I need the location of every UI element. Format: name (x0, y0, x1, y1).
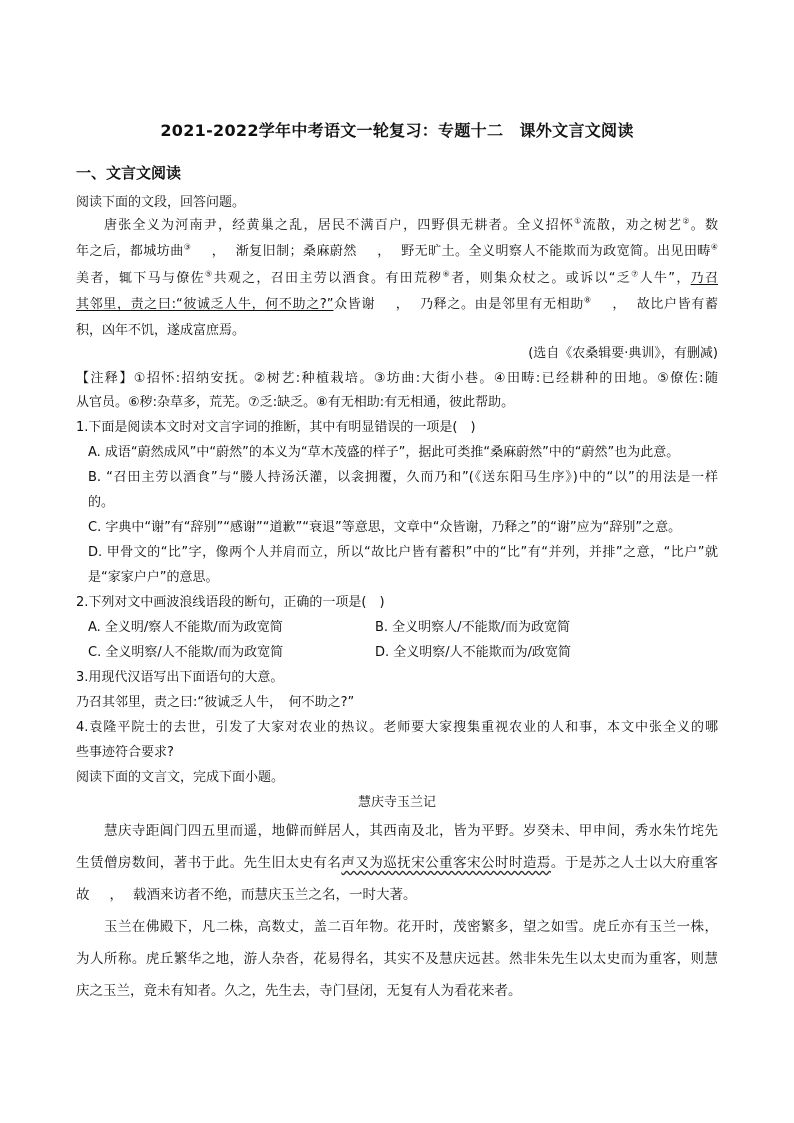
passage2-title: 慧庆寺玉兰记 (357, 795, 436, 810)
question-1-option-b-line-1: B. “召田主劳以酒食”与“媵人持汤沃灌，以衾拥覆，久而乃和”(《送东阳马生序》)中的“以”的用法是一样 (88, 470, 718, 485)
section-heading: 一、文言文阅读 (76, 164, 182, 182)
question-1-option-a: A. 成语“蔚然成风”中“蔚然”的本义为“草木茂盛的样子”，据此可类推“桑麻蔚然”中的“蔚然”也为此意。 (88, 445, 680, 460)
passage1-line-1: 唐张全义为河南尹，经黄巢之乱，居民不满百户，四野俱无耕者。全义招怀①流散，劝之树艺②。数 (104, 216, 718, 233)
wavy-underlined-segment: 声又为巡抚宋公重客宋公时时造焉 (341, 855, 551, 871)
passage1-line-4: 其邻里，责之曰:“彼诚乏人牛，何不助之?”众皆谢 ， 乃释之。由是邻里有无相助⑧ ， 故比户皆有蓄 (76, 295, 718, 312)
question-2-option-c: C. 全义明察/人不能欺/而为政宽简 (88, 645, 284, 660)
document-title: 2021-2022学年中考语文一轮复习：专题十二 课外文言文阅读 (160, 121, 634, 140)
passage1-line-3: 美者，辄下马与僚佐⑤共观之，召田主劳以酒食。有田荒秽⑥者，则集众杖之。或诉以“乏⑦人牛”，乃召 (76, 269, 718, 286)
passage1-notes-line-2: 从官员。⑥秽:杂草多，荒芜。⑦乏:缺乏。⑧有无相助:有无相通，彼此帮助。 (76, 395, 515, 410)
question-2-option-b: B. 全义明察人/不能欺/而为政宽简 (375, 620, 570, 635)
underlined-sentence: 其邻里，责之曰:“彼诚乏人牛，何不助之?” (76, 297, 334, 312)
passage2-line-5: 为人所称。虎丘繁华之地，游人杂沓，花易得名，其实不及慧庆远甚。然非朱先生以太史而为重客，则慧 (76, 951, 718, 967)
question-1-option-d-line-2: 是“家家户户”的意思。 (88, 570, 219, 585)
question-1-option-c: C. 字典中“谢”有“辞别”“感谢”“道歉”“衰退”等意思，文章中“众皆谢，乃释之”的“谢”应为“辞别”之意。 (88, 520, 682, 535)
passage2-line-1: 慧庆寺距阊门四五里而遥，地僻而鲜居人，其西南及北，皆为平野。岁癸未、甲申间，秀水朱竹垞先 (104, 823, 718, 839)
passage2-intro: 阅读下面的文言文，完成下面小题。 (76, 770, 285, 785)
passage2-line-2: 生赁僧房数间，著书于此。先生旧太史有名声又为巡抚宋公重客宋公时时造焉。于是苏之人士以大府重客 (76, 855, 719, 871)
passage2-line-4: 玉兰在佛殿下，凡二株，高数丈，盖二百年物。花开时，茂密繁多，望之如雪。虎丘亦有玉兰一株， (104, 919, 718, 935)
passage1-source: (选自《农桑辑要·典训》，有删减) (528, 346, 718, 361)
question-3-stem: 3.用现代汉语写出下面语句的大意。 (76, 670, 284, 685)
question-2-stem: 2.下列对文中画波浪线语段的断句，正确的一项是( ) (76, 595, 385, 610)
passage1-notes-line-1: 【注释】①招怀:招纳安抚。②树艺:种植栽培。③坊曲:大街小巷。④田畴:已经耕种的田地。⑤僚佐:随 (76, 371, 718, 386)
passage1-line-5: 积，凶年不饥，遂成富庶焉。 (76, 323, 246, 338)
question-4-line-1: 4.袁隆平院士的去世，引发了大家对农业的热议。老师要大家搜集重视农业的人和事，本文中张全义的哪 (76, 720, 718, 735)
passage2-line-6: 庆之玉兰，竟未有知者。久之，先生去，寺门昼闭，无复有人为看花来者。 (76, 983, 522, 999)
question-2-option-d: D. 全义明察/人不能欺而为/政宽简 (375, 645, 572, 660)
passage2-line-3: 故 ， 载酒来访者不绝，而慧庆玉兰之名，一时大著。 (76, 887, 417, 903)
passage1-line-2: 年之后，都城坊曲③ ， 渐复旧制；桑麻蔚然 ， 野无旷土。全义明察人不能欺而为政宽简。出见田畴④ (76, 242, 718, 259)
question-1-option-b-line-2: 的。 (88, 495, 115, 510)
passage1-intro: 阅读下面的文段，回答问题。 (76, 195, 246, 210)
question-2-option-a: A. 全义明/察人不能欺/而为政宽简 (88, 620, 283, 635)
question-1-stem: 1.下面是阅读本文时对文言字词的推断，其中有明显错误的一项是( ) (76, 420, 476, 435)
question-4-line-2: 些事迹符合要求? (76, 745, 174, 760)
underlined-sentence: 乃召 (690, 271, 718, 286)
question-1-option-d-line-1: D. 甲骨文的“比”字，像两个人并肩而立，所以“故比户皆有蓄积”中的“比”有“并列，并排”之意，“比户”就 (88, 545, 718, 560)
question-3-sentence: 乃召其邻里，责之曰:“彼诚乏人牛， 何不助之?” (76, 695, 355, 710)
